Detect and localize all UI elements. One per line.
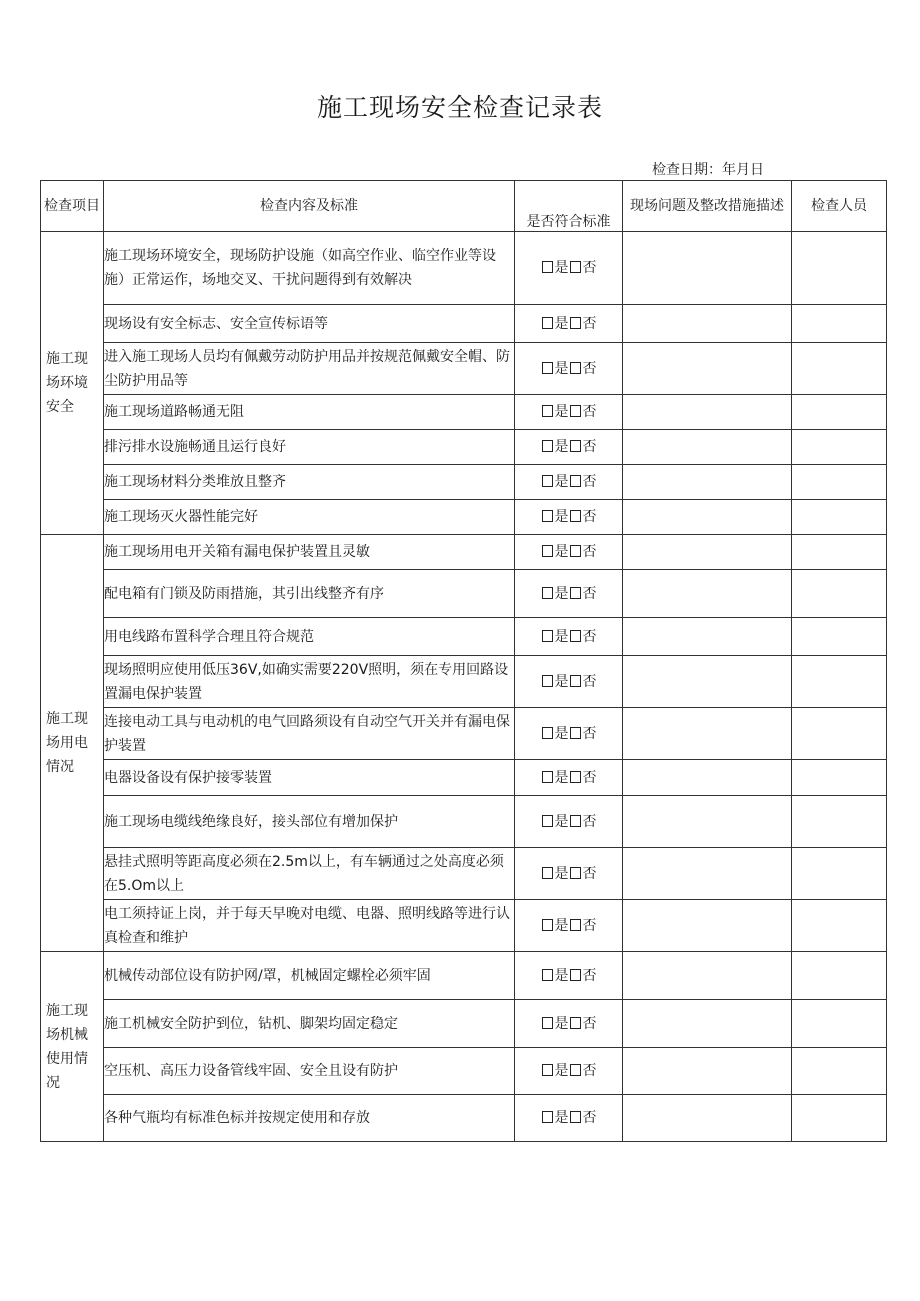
comply-cell [515, 618, 623, 656]
comply-options [541, 1063, 597, 1079]
no-label: 否 [582, 1110, 597, 1126]
comply-cell [515, 500, 623, 535]
no-label: 否 [582, 260, 597, 276]
desc-cell[interactable] [623, 952, 792, 1000]
yes-checkbox[interactable] [542, 1111, 553, 1123]
inspection-date-label: 检查日期：年月日 [652, 162, 764, 178]
document-title: 施工现场安全检查记录表 [316, 93, 603, 122]
yes-label: 是 [554, 509, 569, 525]
table-row [41, 1095, 887, 1142]
check-content: 施工现场道路畅通无阻 [104, 395, 515, 430]
table-row [41, 708, 887, 760]
desc-cell[interactable] [623, 1000, 792, 1048]
check-content: 施工现场用电开关箱有漏电保护装置且灵敏 [104, 535, 515, 570]
table-row [41, 618, 887, 656]
desc-cell[interactable] [623, 760, 792, 796]
inspector-cell[interactable] [792, 656, 887, 708]
yes-checkbox[interactable] [542, 475, 553, 487]
yes-label: 是 [554, 967, 569, 984]
no-label: 否 [582, 865, 597, 882]
comply-options [541, 404, 597, 420]
table-row [41, 656, 887, 708]
table-row [41, 900, 887, 952]
comply-cell [515, 305, 623, 343]
comply-cell [515, 570, 623, 618]
desc-cell[interactable] [623, 430, 792, 465]
inspector-cell[interactable] [792, 465, 887, 500]
no-checkbox[interactable] [570, 675, 581, 687]
inspector-cell[interactable] [792, 500, 887, 535]
no-label: 否 [582, 474, 597, 490]
yes-label: 是 [554, 1063, 569, 1079]
comply-options [541, 316, 597, 332]
desc-cell[interactable] [623, 656, 792, 708]
yes-label: 是 [554, 628, 569, 645]
table-row [41, 343, 887, 395]
check-content: 排污排水设施畅通且运行良好 [104, 430, 515, 465]
no-checkbox[interactable] [570, 815, 581, 827]
no-checkbox[interactable] [570, 867, 581, 879]
comply-cell [515, 900, 623, 952]
inspector-cell[interactable] [792, 708, 887, 760]
no-checkbox[interactable] [570, 362, 581, 374]
check-content: 施工现场灭火器性能完好 [104, 500, 515, 535]
table-row [41, 570, 887, 618]
table-row [41, 500, 887, 535]
check-content: 电器设备设有保护接零装置 [104, 760, 515, 796]
no-checkbox[interactable] [570, 1064, 581, 1076]
comply-cell [515, 796, 623, 848]
comply-cell [515, 848, 623, 900]
desc-cell[interactable] [623, 796, 792, 848]
yes-label: 是 [554, 1015, 569, 1032]
inspector-cell[interactable] [792, 395, 887, 430]
no-checkbox[interactable] [570, 510, 581, 522]
yes-label: 是 [554, 585, 569, 602]
yes-checkbox[interactable] [542, 405, 553, 417]
inspector-cell[interactable] [792, 796, 887, 848]
header-comply-text: 是否符合标准 [526, 214, 611, 230]
no-checkbox[interactable] [570, 771, 581, 783]
check-content: 配电箱有门锁及防雨措施，其引出线整齐有序 [104, 570, 515, 618]
no-label: 否 [582, 509, 597, 525]
no-label: 否 [582, 585, 597, 602]
comply-options [541, 1110, 597, 1126]
yes-checkbox[interactable] [542, 771, 553, 783]
yes-checkbox[interactable] [542, 440, 553, 452]
comply-cell [515, 760, 623, 796]
comply-options [541, 968, 597, 984]
no-checkbox[interactable] [570, 587, 581, 599]
yes-checkbox[interactable] [542, 675, 553, 687]
no-label: 否 [582, 769, 597, 786]
table-row [41, 1000, 887, 1048]
no-label: 否 [582, 725, 597, 742]
table-row [41, 430, 887, 465]
category-label: 施工现场机械使用情况 [46, 1002, 88, 1091]
inspector-cell[interactable] [792, 570, 887, 618]
yes-label: 是 [554, 673, 569, 690]
yes-label: 是 [554, 474, 569, 490]
comply-options [541, 260, 597, 276]
comply-options [541, 629, 597, 645]
desc-cell[interactable] [623, 900, 792, 952]
header-comply [515, 181, 623, 232]
comply-options [541, 439, 597, 455]
no-label: 否 [582, 917, 597, 934]
comply-options [541, 674, 597, 690]
no-checkbox[interactable] [570, 440, 581, 452]
yes-checkbox[interactable] [542, 261, 553, 273]
check-content: 施工现场电缆线绝缘良好，接头部位有增加保护 [104, 796, 515, 848]
no-checkbox[interactable] [570, 919, 581, 931]
check-content: 悬挂式照明等距高度必须在2.5m以上，有车辆通过之处高度必须在5.Om以上 [104, 848, 515, 900]
yes-label: 是 [554, 544, 569, 560]
no-checkbox[interactable] [570, 261, 581, 273]
desc-cell[interactable] [623, 500, 792, 535]
inspector-cell[interactable] [792, 848, 887, 900]
table-row [41, 465, 887, 500]
desc-cell[interactable] [623, 395, 792, 430]
table-body [41, 232, 887, 1142]
comply-cell [515, 708, 623, 760]
no-checkbox[interactable] [570, 1017, 581, 1029]
table-row [41, 305, 887, 343]
comply-cell [515, 1095, 623, 1142]
yes-checkbox[interactable] [542, 545, 553, 557]
check-content: 各种气瓶均有标准色标并按规定使用和存放 [104, 1095, 515, 1142]
check-content: 机械传动部位设有防护网/罩，机械固定螺栓必须牢固 [104, 952, 515, 1000]
yes-label: 是 [554, 360, 569, 377]
comply-options [541, 918, 597, 934]
yes-checkbox[interactable] [542, 919, 553, 931]
yes-checkbox[interactable] [542, 727, 553, 739]
check-content: 电工须持证上岗，并于每天早晚对电缆、电器、照明线路等进行认真检查和维护 [104, 900, 515, 952]
category-label: 施工现场用电情况 [46, 711, 88, 775]
yes-label: 是 [554, 917, 569, 934]
comply-options [541, 544, 597, 560]
no-label: 否 [582, 813, 597, 830]
desc-cell[interactable] [623, 848, 792, 900]
desc-cell[interactable] [623, 1048, 792, 1095]
comply-options [541, 866, 597, 882]
check-content: 施工现场环境安全，现场防护设施（如高空作业、临空作业等设施）正常运作，场地交叉、干扰问题得到有效解决 [104, 232, 515, 305]
check-content: 现场照明应使用低压36V,如确实需要220V照明，须在专用回路设置漏电保护装置 [104, 656, 515, 708]
comply-cell [515, 535, 623, 570]
check-content: 用电线路布置科学合理且符合规范 [104, 618, 515, 656]
comply-cell [515, 395, 623, 430]
category-label: 施工现场环境安全 [46, 351, 88, 415]
inspector-cell[interactable] [792, 1095, 887, 1142]
desc-cell[interactable] [623, 343, 792, 395]
no-checkbox[interactable] [570, 727, 581, 739]
comply-cell [515, 232, 623, 305]
inspector-cell[interactable] [792, 900, 887, 952]
inspector-cell[interactable] [792, 430, 887, 465]
category-cell [41, 952, 104, 1142]
inspection-table [40, 180, 887, 1142]
no-label: 否 [582, 360, 597, 377]
desc-cell[interactable] [623, 465, 792, 500]
comply-cell [515, 343, 623, 395]
yes-checkbox[interactable] [542, 630, 553, 642]
table-row [41, 848, 887, 900]
comply-cell [515, 1000, 623, 1048]
check-content: 连接电动工具与电动机的电气回路须设有自动空气开关并有漏电保护装置 [104, 708, 515, 760]
comply-cell [515, 465, 623, 500]
yes-label: 是 [554, 769, 569, 786]
no-checkbox[interactable] [570, 630, 581, 642]
no-label: 否 [582, 1015, 597, 1032]
comply-options [541, 726, 597, 742]
header-inspector: 检查人员 [792, 181, 887, 232]
no-checkbox[interactable] [570, 475, 581, 487]
yes-checkbox[interactable] [542, 587, 553, 599]
yes-label: 是 [554, 725, 569, 742]
check-content: 施工现场材料分类堆放且整齐 [104, 465, 515, 500]
table-row [41, 1048, 887, 1095]
yes-label: 是 [554, 404, 569, 420]
no-label: 否 [582, 404, 597, 420]
table-row [41, 395, 887, 430]
check-content: 进入施工现场人员均有佩戴劳动防护用品并按规范佩戴安全帽、防尘防护用品等 [104, 343, 515, 395]
no-checkbox[interactable] [570, 969, 581, 981]
no-checkbox[interactable] [570, 1111, 581, 1123]
yes-checkbox[interactable] [542, 362, 553, 374]
yes-label: 是 [554, 439, 569, 455]
no-label: 否 [582, 1063, 597, 1079]
inspector-cell[interactable] [792, 232, 887, 305]
category-cell [41, 535, 104, 952]
yes-checkbox[interactable] [542, 1017, 553, 1029]
header-content: 检查内容及标准 [104, 181, 515, 232]
yes-checkbox[interactable] [542, 1064, 553, 1076]
comply-cell [515, 656, 623, 708]
check-content: 现场设有安全标志、安全宣传标语等 [104, 305, 515, 343]
header-row [41, 181, 887, 232]
no-label: 否 [582, 967, 597, 984]
inspector-cell[interactable] [792, 1048, 887, 1095]
desc-cell[interactable] [623, 708, 792, 760]
inspector-cell[interactable] [792, 343, 887, 395]
yes-checkbox[interactable] [542, 317, 553, 329]
no-checkbox[interactable] [570, 405, 581, 417]
desc-cell[interactable] [623, 535, 792, 570]
yes-label: 是 [554, 315, 569, 332]
comply-options [541, 509, 597, 525]
table-row [41, 535, 887, 570]
comply-cell [515, 430, 623, 465]
desc-cell[interactable] [623, 1095, 792, 1142]
check-content: 施工机械安全防护到位，钻机、脚架均固定稳定 [104, 1000, 515, 1048]
desc-cell[interactable] [623, 618, 792, 656]
table-row [41, 952, 887, 1000]
header-item: 检查项目 [41, 181, 104, 232]
comply-options [541, 770, 597, 786]
table-row [41, 232, 887, 305]
comply-options [541, 1016, 597, 1032]
yes-checkbox[interactable] [542, 815, 553, 827]
comply-options [541, 361, 597, 377]
no-label: 否 [582, 544, 597, 560]
inspector-cell[interactable] [792, 618, 887, 656]
yes-label: 是 [554, 813, 569, 830]
yes-checkbox[interactable] [542, 969, 553, 981]
desc-cell[interactable] [623, 570, 792, 618]
no-label: 否 [582, 628, 597, 645]
yes-label: 是 [554, 1110, 569, 1126]
desc-cell[interactable] [623, 232, 792, 305]
yes-checkbox[interactable] [542, 510, 553, 522]
comply-options [541, 814, 597, 830]
category-cell [41, 232, 104, 535]
comply-options [541, 474, 597, 490]
no-checkbox[interactable] [570, 317, 581, 329]
desc-cell[interactable] [623, 305, 792, 343]
table-row [41, 796, 887, 848]
inspector-cell[interactable] [792, 760, 887, 796]
comply-cell [515, 1048, 623, 1095]
inspector-cell[interactable] [792, 1000, 887, 1048]
no-label: 否 [582, 315, 597, 332]
table-row [41, 760, 887, 796]
yes-label: 是 [554, 260, 569, 276]
no-label: 否 [582, 439, 597, 455]
check-content: 空压机、高压力设备管线牢固、安全且设有防护 [104, 1048, 515, 1095]
inspector-cell[interactable] [792, 952, 887, 1000]
comply-options [541, 586, 597, 602]
no-label: 否 [582, 673, 597, 690]
comply-cell [515, 952, 623, 1000]
header-desc: 现场问题及整改措施描述 [623, 181, 792, 232]
inspector-cell[interactable] [792, 305, 887, 343]
yes-checkbox[interactable] [542, 867, 553, 879]
yes-label: 是 [554, 865, 569, 882]
no-checkbox[interactable] [570, 545, 581, 557]
inspector-cell[interactable] [792, 535, 887, 570]
